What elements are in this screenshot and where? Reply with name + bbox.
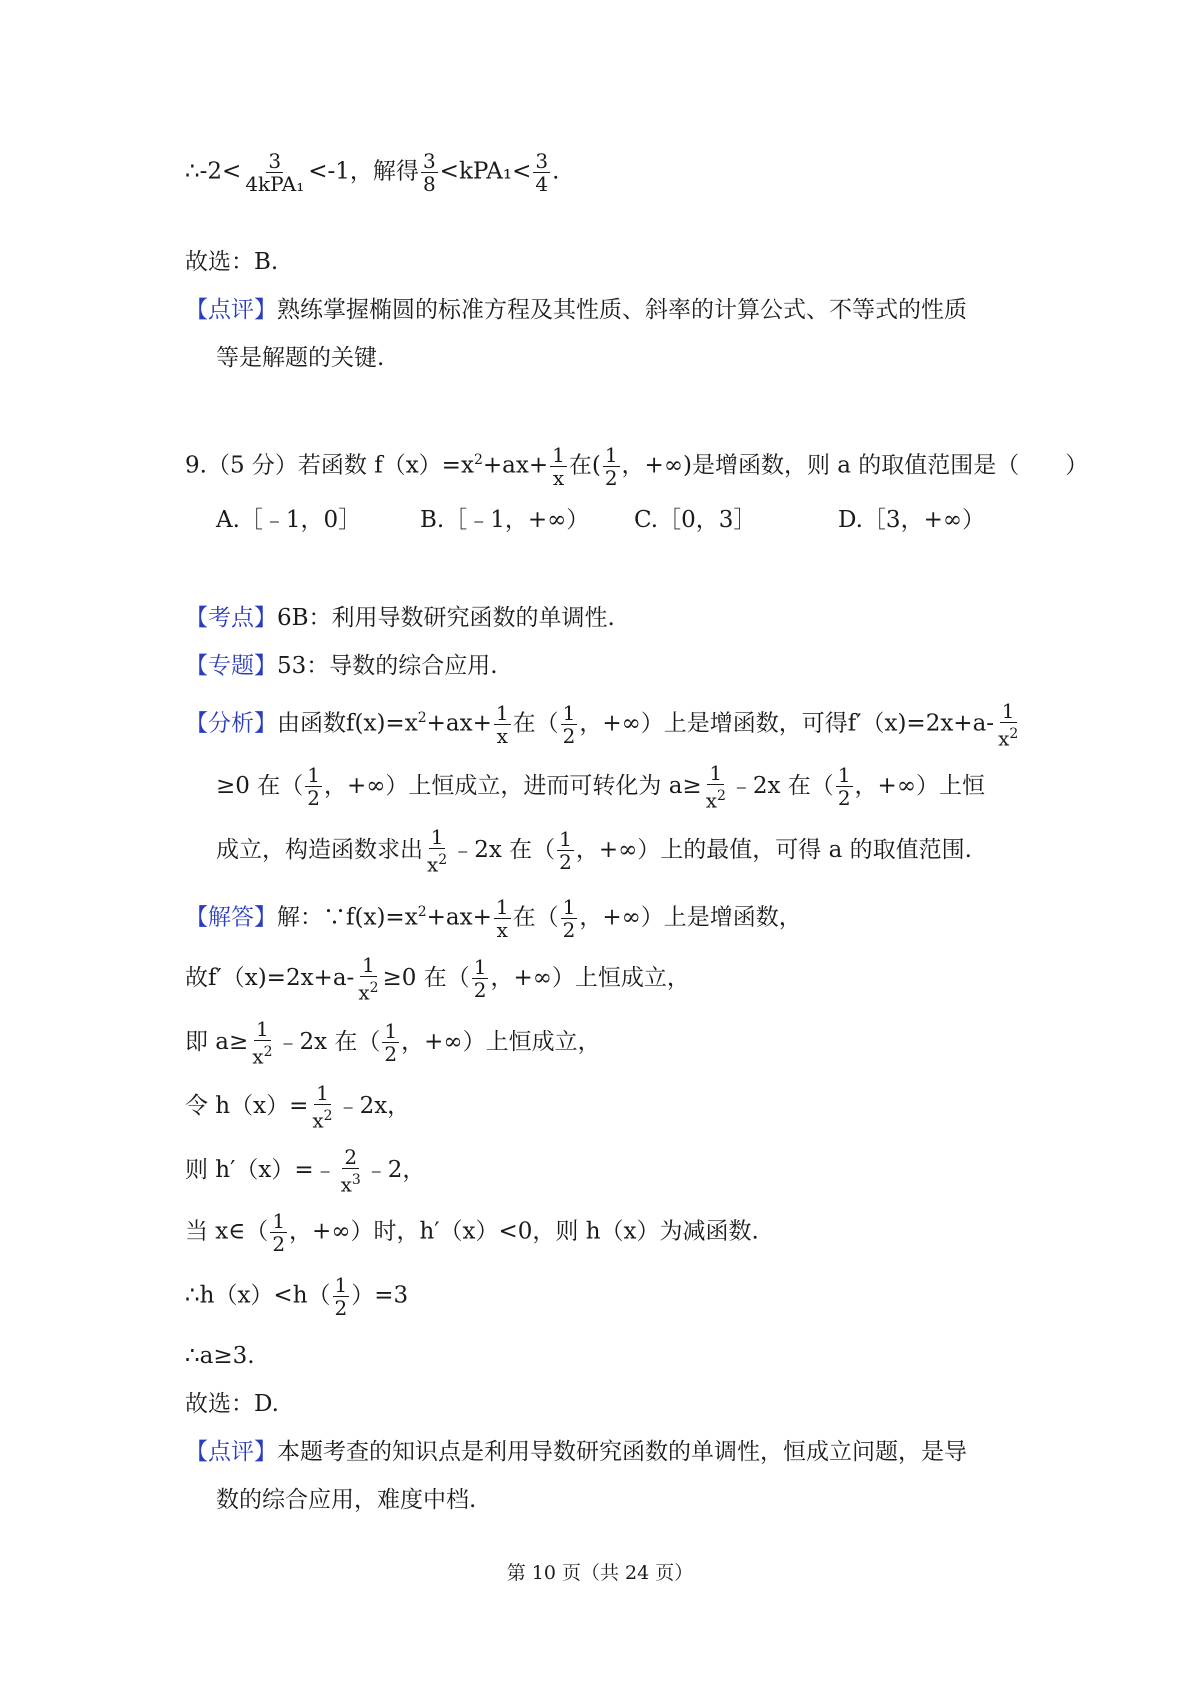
num: 1	[272, 1209, 286, 1233]
num: 1	[1001, 698, 1015, 723]
fenxi-line2	[216, 762, 985, 812]
kaodian	[185, 598, 615, 638]
den: 2	[604, 466, 618, 491]
question-9	[185, 440, 1088, 489]
option-d[interactable]: D.［3，+∞）	[838, 507, 985, 533]
fenxi-tag: 【分析】	[185, 710, 277, 737]
num: 1	[562, 895, 576, 920]
sup: 2	[417, 904, 427, 920]
fraction	[339, 1146, 363, 1196]
den: $x^2$	[358, 980, 379, 1005]
num: 1	[362, 953, 375, 977]
text: 即 a≥	[185, 1028, 249, 1055]
text: ，+∞）上恒成立，进而可转化为 a≥	[323, 772, 702, 799]
den: $x^2$	[998, 725, 1019, 751]
text: 本题考查的知识点是利用导数研究函数的单调性，恒成立问题，是导	[277, 1439, 967, 1465]
fraction	[533, 150, 550, 195]
fraction	[356, 954, 380, 1004]
den: x	[496, 724, 508, 749]
den: 2	[334, 1296, 348, 1320]
options-row	[0, 500, 1200, 540]
text: 成立，构造函数求出	[216, 836, 423, 863]
text: 在(	[568, 452, 601, 479]
dianping-tag: 【点评】	[185, 1439, 277, 1465]
text: ）=3	[351, 1282, 409, 1309]
den: $x^2$	[427, 852, 448, 877]
text: 当 x∈（	[185, 1218, 269, 1245]
den: $x^2$	[312, 1108, 333, 1133]
fraction	[310, 1082, 334, 1132]
num: 1	[430, 825, 444, 849]
text: 在（	[512, 710, 559, 737]
text: ﹣2x，	[336, 1092, 411, 1119]
fraction	[603, 444, 620, 489]
num: 1	[473, 955, 487, 980]
jieda-answer: 故选：D.	[185, 1391, 279, 1417]
jieda-line6	[185, 1210, 759, 1255]
fraction	[333, 1274, 350, 1319]
text: ∴-2<	[185, 158, 242, 185]
text: ﹣2x 在（	[276, 1028, 381, 1055]
jieda-line5	[185, 1146, 425, 1196]
den: 2	[559, 850, 572, 875]
fraction	[561, 896, 578, 941]
text: 熟练掌握椭圆的标准方程及其性质、斜率的计算公式、不等式的性质	[277, 297, 967, 323]
sup: 2	[473, 452, 483, 468]
text: ﹣2，	[364, 1156, 426, 1183]
den: 2	[307, 786, 320, 811]
text: <kPA₁<	[439, 158, 532, 185]
num: 1	[562, 701, 576, 726]
fraction	[996, 700, 1020, 750]
fraction	[382, 1020, 399, 1065]
text: ，+∞）上恒成立，	[401, 1028, 601, 1055]
text: .	[552, 158, 560, 185]
fraction	[494, 702, 511, 747]
text: 在（	[512, 904, 559, 931]
fraction	[270, 1210, 287, 1255]
text: ≥0 在（	[216, 772, 304, 799]
fraction	[550, 444, 567, 489]
den: x	[552, 466, 565, 491]
fraction	[425, 826, 449, 876]
fenxi-line3	[216, 826, 972, 876]
prev-answer: 故选：B.	[185, 249, 279, 275]
den: $x^2$	[252, 1044, 273, 1069]
fraction	[557, 828, 574, 873]
sup: 2	[417, 710, 427, 726]
den: $x^2$	[705, 788, 726, 813]
prev-comment-cont: 等是解题的关键.	[216, 345, 385, 371]
den: 2	[562, 724, 576, 749]
den: 2	[837, 786, 851, 811]
kaodian-tag: 【考点】	[185, 605, 277, 631]
zhuanti-tag: 【专题】	[185, 653, 277, 679]
text: <-1，解得	[308, 158, 419, 185]
page-footer: 第 10 页（共 24 页）	[506, 1562, 694, 1584]
text: +ax+	[426, 710, 492, 737]
den: 2	[562, 918, 576, 943]
den: 4kPA₁	[245, 172, 305, 196]
num: 1	[495, 895, 509, 920]
fraction	[561, 702, 578, 747]
text: 令 h（x）=	[185, 1092, 309, 1119]
num: 1	[384, 1019, 398, 1044]
num: 1	[552, 443, 565, 468]
text: 由函数f(x)=x	[277, 710, 418, 737]
num: 1	[316, 1081, 329, 1105]
text: ，+∞）上是增函数，可得f′（x)=2x+a-	[579, 710, 995, 737]
text: ，+∞）上恒成立，	[490, 964, 690, 991]
prev-comment	[185, 290, 967, 330]
fraction	[305, 764, 322, 809]
dianping	[185, 1432, 967, 1472]
dianping-cont: 数的综合应用，难度中档.	[216, 1487, 477, 1513]
den: 2	[384, 1042, 398, 1067]
den: 2	[272, 1232, 286, 1256]
text: ﹣2x 在（	[451, 836, 556, 863]
jieda-line3	[185, 1018, 601, 1068]
fraction	[836, 764, 853, 809]
num: 1	[709, 761, 723, 785]
num: 3	[422, 149, 436, 173]
text: ，+∞）时，h′（x）<0，则 h（x）为减函数.	[289, 1218, 759, 1245]
fraction	[250, 1018, 274, 1068]
num: 1	[837, 763, 851, 788]
text: ≥0 在（	[382, 964, 470, 991]
den: 4	[535, 172, 549, 196]
jieda-line8: ∴a≥3.	[185, 1343, 255, 1369]
num: 2	[344, 1145, 358, 1169]
jieda-line4	[185, 1082, 410, 1132]
den: x	[496, 918, 508, 943]
jieda-tag: 【解答】	[185, 904, 277, 931]
option-b[interactable]: B.［﹣1，+∞）	[420, 507, 590, 533]
fraction	[421, 150, 438, 195]
num: 3	[268, 149, 282, 173]
option-a[interactable]: A.［﹣1，0］	[216, 507, 362, 533]
text: +ax+	[482, 452, 549, 479]
text: ，+∞）上是增函数，	[579, 904, 802, 931]
num: 1	[495, 701, 509, 726]
fenxi-line1	[185, 698, 1022, 749]
text: 9.（5 分）若函数 f（x）=x	[185, 452, 474, 479]
zhuanti	[185, 646, 498, 686]
den: $x^3$	[340, 1172, 361, 1197]
text: ，+∞)是增函数，则 a 的取值范围是（ ）	[621, 452, 1089, 479]
text: ∴h（x）<h（	[185, 1282, 331, 1309]
text: 则 h′（x）=﹣	[185, 1156, 337, 1183]
option-c[interactable]: C.［0，3］	[634, 507, 757, 533]
num: 3	[535, 149, 549, 173]
result-line	[185, 150, 559, 195]
num: 1	[256, 1017, 269, 1041]
text: 故f′（x)=2x+a-	[185, 964, 355, 991]
fraction	[494, 896, 511, 941]
num: 1	[604, 443, 618, 468]
text: 53：导数的综合应用.	[277, 653, 498, 679]
text: ，+∞）上恒	[854, 772, 985, 799]
text: ，+∞）上的最值，可得 a 的取值范围.	[575, 836, 972, 863]
fraction	[704, 762, 728, 812]
text: 6B：利用导数研究函数的单调性.	[277, 605, 615, 631]
comment-tag: 【点评】	[185, 297, 277, 323]
jieda-line2	[185, 954, 690, 1004]
jieda-line7	[185, 1274, 408, 1319]
jieda-line1	[185, 892, 802, 941]
fraction	[472, 956, 489, 1001]
num: 1	[334, 1273, 348, 1297]
text: ﹣2x 在（	[729, 772, 834, 799]
text: 解：∵f(x)=x	[277, 904, 418, 931]
num: 1	[307, 763, 320, 788]
num: 1	[559, 827, 572, 852]
den: 8	[422, 172, 436, 196]
fraction	[243, 150, 306, 195]
den: 2	[473, 978, 487, 1003]
text: +ax+	[426, 904, 492, 931]
